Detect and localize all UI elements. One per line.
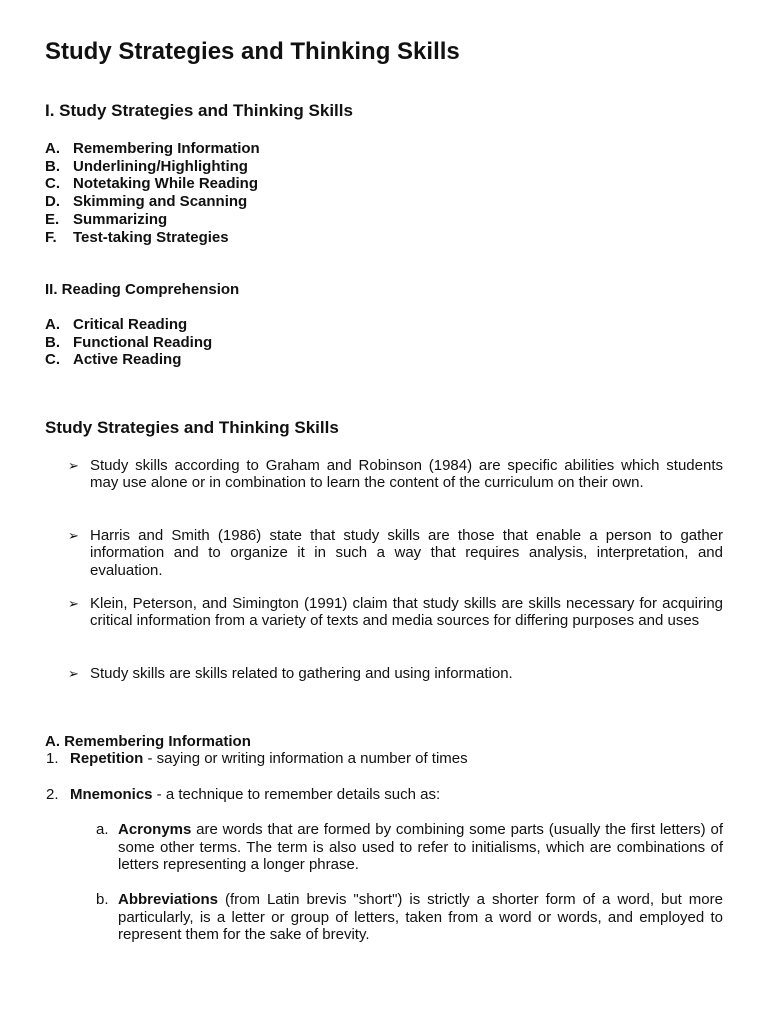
definitions-heading: Study Strategies and Thinking Skills [45,418,339,437]
remembering-heading: A. Remembering Information [45,733,251,750]
page-title: Study Strategies and Thinking Skills [45,38,460,65]
list-item: C. Active Reading [45,351,182,369]
numbered-item: 1. Repetition - saying or writing information a number of times [46,750,468,767]
list-item: C. Notetaking While Reading [45,175,259,193]
list-item: A. Remembering Information [45,140,260,157]
list-item: B. Functional Reading [45,333,213,351]
list-item: F. Test-taking Strategies [45,228,229,246]
section1-heading: I. Study Strategies and Thinking Skills [45,101,353,120]
arrow-bullet-icon: ➢ [68,596,79,611]
list-item: A. Critical Reading [45,316,188,333]
sub-item: a. Acronyms are words that are formed by combining some parts (usually the first letters) of some other terms. The term is also used to refer to initialisms, which are combinations of letters representing a longer phrase. [96,821,723,874]
bullet-item: ➢ Harris and Smith (1986) state that study skills are those that enable a person to gather information and to organize it in such a way that requires analysis, interpretation, and evaluation. [68,527,723,579]
numbered-item: 2. Mnemonics - a technique to remember details such as: [46,786,441,803]
section2-heading: II. Reading Comprehension [45,281,240,298]
list-item: D. Skimming and Scanning [45,193,248,211]
list-item: E. Summarizing [45,210,168,228]
list-item: B. Underlining/Highlighting [45,157,248,175]
bullet-item: ➢ Klein, Peterson, and Simington (1991) claim that study skills are skills necessary for acquiring critical information from a variety of texts and media sources for differing purposes and uses [68,595,723,630]
arrow-bullet-icon: ➢ [68,458,79,473]
sub-item: b. Abbreviations (from Latin brevis "short") is strictly a shorter form of a word, but more particularly, is a letter or group of letters, taken from a word or words, and employed to represent them for the sake of brevity. [96,891,723,944]
bullet-item: ➢ Study skills according to Graham and Robinson (1984) are specific abilities which students may use alone or in combination to learn the content of the curriculum on their own. [68,457,723,492]
arrow-bullet-icon: ➢ [68,666,79,681]
bullet-item: ➢ Study skills are skills related to gathering and using information. [68,665,513,682]
arrow-bullet-icon: ➢ [68,528,79,543]
